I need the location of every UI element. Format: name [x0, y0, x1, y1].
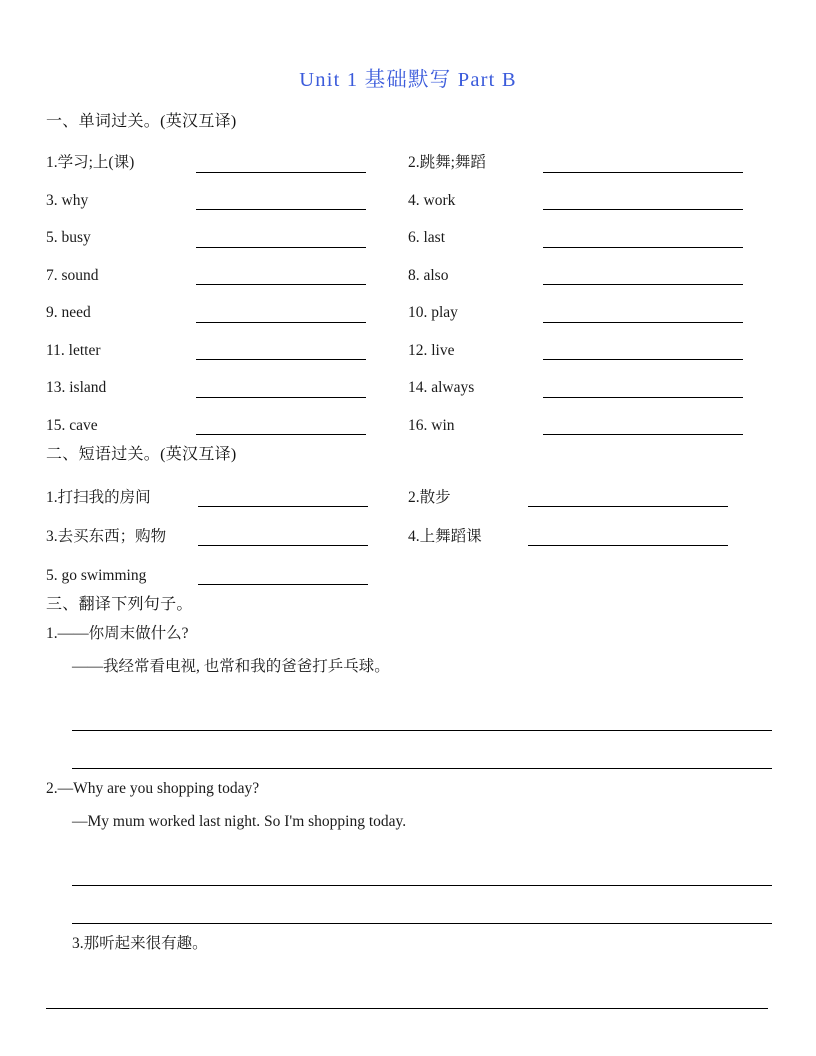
phrase-row	[46, 468, 770, 507]
word-label: 12. live	[408, 341, 455, 359]
phrase-list	[46, 468, 770, 585]
answer-blank[interactable]	[72, 693, 772, 731]
word-label: 13. island	[46, 379, 107, 397]
phrase-cell	[46, 567, 408, 585]
word-label: 16. win	[408, 416, 455, 434]
word-row	[46, 135, 770, 173]
word-row	[46, 248, 770, 286]
answer-blank[interactable]	[196, 233, 366, 248]
answer-blank[interactable]	[543, 383, 743, 398]
answer-blank[interactable]	[198, 570, 368, 585]
word-cell	[408, 304, 770, 322]
word-label: 14. always	[408, 379, 475, 397]
sentence-prompt-line: —My mum worked last night. So I'm shopping today.	[72, 812, 407, 830]
page-title: Unit 1 基础默写 Part B	[299, 69, 517, 91]
answer-blank[interactable]	[543, 420, 743, 435]
word-label: 1.学习;上(课)	[46, 154, 135, 172]
word-label: 15. cave	[46, 416, 98, 434]
section-heading-phrases: 二、短语过关。(英汉互译)	[46, 446, 237, 463]
answer-area	[72, 971, 770, 1009]
word-label: 9. need	[46, 304, 91, 322]
word-cell	[408, 192, 770, 210]
word-cell	[46, 267, 408, 285]
word-label: 10. play	[408, 304, 458, 322]
answer-area	[72, 848, 770, 924]
word-cell	[46, 229, 408, 247]
sentence-prompt-line: 2.—Why are you shopping today?	[46, 780, 260, 798]
word-cell	[408, 342, 770, 360]
sentence-prompt-line: 1.——你周末做什么?	[46, 625, 189, 642]
phrase-row	[46, 507, 770, 546]
word-row	[46, 323, 770, 361]
word-cell	[46, 379, 408, 397]
word-row	[46, 173, 770, 211]
word-row	[46, 398, 770, 436]
answer-blank[interactable]	[46, 971, 768, 1009]
phrase-label: 5. go swimming	[46, 566, 147, 584]
phrase-cell	[46, 528, 408, 546]
word-label: 4. work	[408, 191, 456, 209]
phrase-cell	[408, 489, 770, 507]
answer-blank[interactable]	[72, 731, 772, 769]
word-cell	[46, 417, 408, 435]
answer-blank[interactable]	[543, 270, 743, 285]
answer-blank[interactable]	[543, 195, 743, 210]
answer-blank[interactable]	[543, 308, 743, 323]
word-cell	[46, 154, 408, 172]
word-cell	[46, 192, 408, 210]
section-heading-words: 一、单词过关。(英汉互译)	[46, 113, 237, 130]
word-row	[46, 285, 770, 323]
answer-blank[interactable]	[196, 420, 366, 435]
word-cell	[46, 342, 408, 360]
answer-blank[interactable]	[196, 158, 366, 173]
word-cell	[408, 154, 770, 172]
word-label: 2.跳舞;舞蹈	[408, 154, 486, 172]
sentence-prompt-line: ——我经常看电视, 也常和我的爸爸打乒乓球。	[72, 657, 390, 675]
word-label: 7. sound	[46, 266, 99, 284]
section-heading-sentences: 三、翻译下列句子。	[46, 596, 193, 613]
answer-area	[72, 693, 770, 769]
word-list	[46, 135, 770, 435]
answer-blank[interactable]	[196, 308, 366, 323]
word-label: 5. busy	[46, 229, 91, 247]
answer-blank[interactable]	[72, 848, 772, 886]
answer-blank[interactable]	[196, 270, 366, 285]
answer-blank[interactable]	[198, 531, 368, 546]
word-row	[46, 360, 770, 398]
phrase-cell	[46, 489, 408, 507]
word-cell	[408, 417, 770, 435]
sentence-item	[46, 773, 770, 924]
answer-blank[interactable]	[543, 233, 743, 248]
sentence-prompt-line: 3.那听起来很有趣。	[72, 935, 208, 953]
answer-blank[interactable]	[196, 383, 366, 398]
phrase-row	[46, 546, 770, 585]
phrase-label: 3.去买东西；购物	[46, 527, 167, 545]
sentence-item	[46, 928, 770, 1009]
answer-blank[interactable]	[528, 531, 728, 546]
word-row	[46, 210, 770, 248]
phrase-cell	[408, 528, 770, 546]
answer-blank[interactable]	[543, 158, 743, 173]
answer-blank[interactable]	[528, 492, 728, 507]
word-label: 6. last	[408, 229, 446, 247]
word-label: 8. also	[408, 266, 449, 284]
word-label: 3. why	[46, 191, 89, 209]
answer-blank[interactable]	[543, 345, 743, 360]
sentence-item	[46, 618, 770, 769]
answer-blank[interactable]	[72, 886, 772, 924]
word-cell	[408, 229, 770, 247]
answer-blank[interactable]	[196, 345, 366, 360]
phrase-label: 2.散步	[408, 488, 451, 506]
answer-blank[interactable]	[196, 195, 366, 210]
word-label: 11. letter	[46, 341, 101, 359]
word-cell	[408, 267, 770, 285]
answer-blank[interactable]	[198, 492, 368, 507]
word-cell	[46, 304, 408, 322]
word-cell	[408, 379, 770, 397]
phrase-label: 1.打扫我的房间	[46, 488, 151, 506]
phrase-label: 4.上舞蹈课	[408, 527, 482, 545]
